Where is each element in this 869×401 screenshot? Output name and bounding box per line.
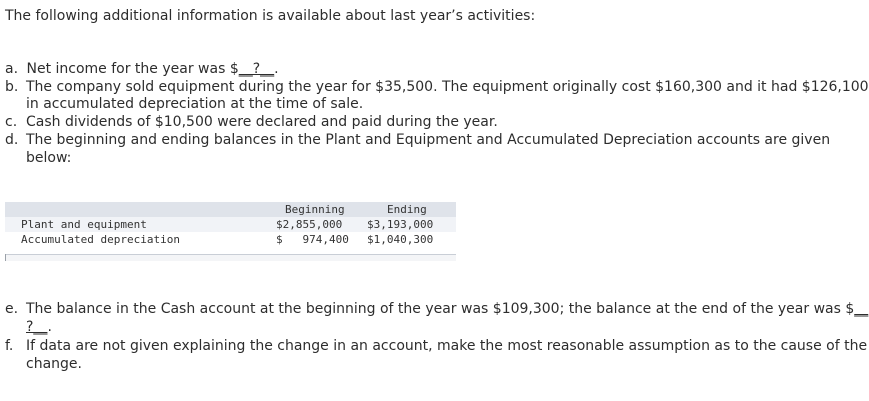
row-beginning: $ 974,400 [276, 233, 349, 246]
item-e-blank-start: __ [854, 301, 869, 317]
intro-text: The following additional information is available about last year’s activities: [5, 8, 536, 24]
item-e-marker: e. [5, 301, 19, 317]
item-f-marker: f. [5, 338, 14, 354]
item-c-text: Cash dividends of $10,500 were declared and paid during the year. [26, 114, 498, 130]
item-b-line2: in accumulated depreciation at the time of sale. [26, 96, 364, 112]
header-ending: Ending [387, 203, 427, 216]
item-b-marker: b. [5, 79, 19, 95]
table-bottom-border [5, 254, 456, 261]
item-d-marker: d. [5, 132, 19, 148]
item-a-blank: __?__ [238, 61, 275, 77]
item-e-line1 [26, 300, 868, 318]
item-d-line1: The beginning and ending balances in the Plant and Equipment and Accumulated Depreciation accounts are given [26, 132, 831, 148]
item-a-period: . [274, 61, 279, 77]
table-header-row [5, 202, 456, 217]
header-beginning: Beginning [285, 203, 345, 216]
balances-table [5, 202, 456, 247]
item-e-line2 [26, 318, 52, 336]
row-label: Accumulated depreciation [21, 233, 180, 246]
row-label: Plant and equipment [21, 218, 147, 231]
item-f-line2: change. [26, 356, 82, 372]
row-ending: $3,193,000 [367, 218, 434, 231]
row-beginning: $2,855,000 [276, 218, 343, 231]
item-e-period: . [47, 319, 52, 335]
row-ending: $1,040,300 [367, 233, 434, 246]
item-a [5, 60, 279, 78]
item-e-text: The balance in the Cash account at the beginning of the year was $109,300; the balance at the end of the year was $ [26, 301, 855, 317]
item-a-text: Net income for the year was $ [26, 61, 239, 77]
item-a-marker: a. [5, 61, 19, 77]
table-row [5, 232, 456, 247]
table-row [5, 217, 456, 232]
item-e-blank: ?__ [26, 319, 48, 335]
item-d-line2: below: [26, 150, 72, 166]
table-bottom-tick [5, 254, 6, 261]
item-b-line1: The company sold equipment during the year for $35,500. The equipment originally cost $160,300 and it had $126,100 [26, 79, 869, 95]
item-f-line1: If data are not given explaining the change in an account, make the most reasonable assumption as to the cause of the [26, 338, 868, 354]
item-c-marker: c. [5, 114, 18, 130]
